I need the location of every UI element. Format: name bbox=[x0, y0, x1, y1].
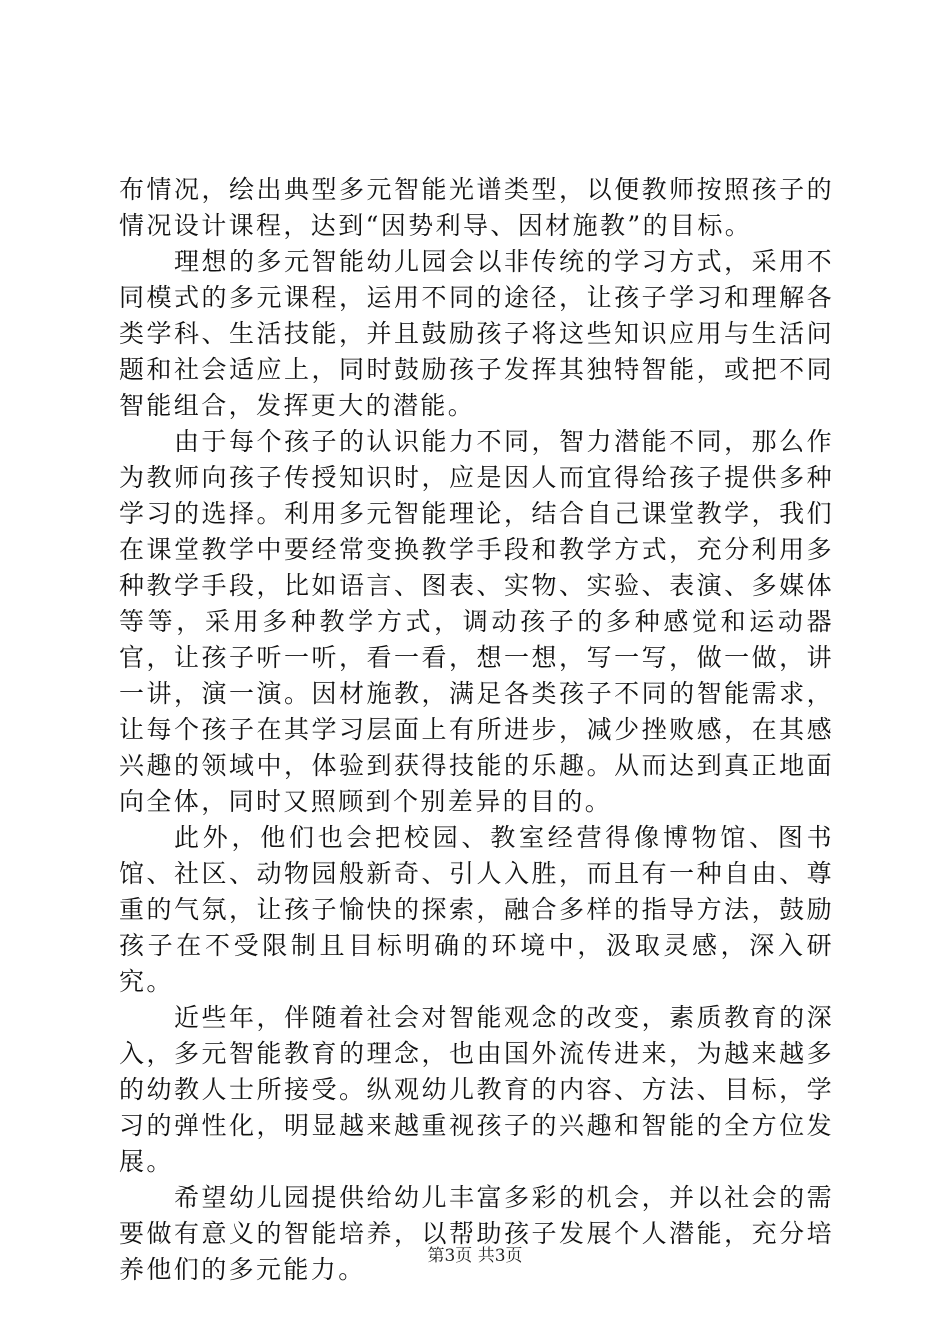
paragraph-continuation: 布情况，绘出典型多元智能光谱类型，以便教师按照孩子的情况设计课程，达到“因势利导、因材施教”的目标。 bbox=[119, 175, 834, 240]
paragraph-recent-years: 近些年，伴随着社会对智能观念的改变，素质教育的深入，多元智能教育的理念，也由国外流传进来，为越来越多的幼教人士所接受。纵观幼儿教育的内容、方法、目标，学习的弹性化，明显越来越重视孩子的兴趣和智能的全方位发展。 bbox=[119, 1003, 834, 1176]
document-body bbox=[119, 172, 834, 1288]
paragraph-hope: 希望幼儿园提供给幼儿丰富多彩的机会，并以社会的需要做有意义的智能培养，以帮助孩子发展个人潜能，充分培养他们的多元能力。 bbox=[119, 1183, 834, 1284]
paragraph-teaching-methods: 由于每个孩子的认识能力不同，智力潜能不同，那么作为教师向孩子传授知识时，应是因人而宜得给孩子提供多种学习的选择。利用多元智能理论，结合自己课堂教学，我们在课堂教学中要经常变换教学手段和教学方式，充分利用多种教学手段，比如语言、图表、实物、实验、表演、多媒体等等，采用多种教学方式，调动孩子的多种感觉和运动器官，让孩子听一听，看一看，想一想，写一写，做一做，讲一讲，演一演。因材施教，满足各类孩子不同的智能需求，让每个孩子在其学习层面上有所进步，减少挫败感，在其感兴趣的领域中，体验到获得技能的乐趣。从而达到真正地面向全体，同时又照顾到个别差异的目的。 bbox=[119, 427, 834, 816]
paragraph-ideal-kindergarten: 理想的多元智能幼儿园会以非传统的学习方式，采用不同模式的多元课程，运用不同的途径，让孩子学习和理解各类学科、生活技能，并且鼓励孩子将这些知识应用与生活问题和社会适应上，同时鼓励孩子发挥其独特智能，或把不同智能组合，发挥更大的潜能。 bbox=[119, 247, 834, 420]
page-footer: 第3页 共3页 bbox=[427, 1246, 523, 1266]
paragraph-campus-environment: 此外，他们也会把校园、教室经营得像博物馆、图书馆、社区、动物园般新奇、引人入胜，而且有一种自由、尊重的气氛，让孩子愉快的探索，融合多样的指导方法，鼓励孩子在不受限制且目标明确的环境中，汲取灵感，深入研究。 bbox=[119, 823, 834, 996]
